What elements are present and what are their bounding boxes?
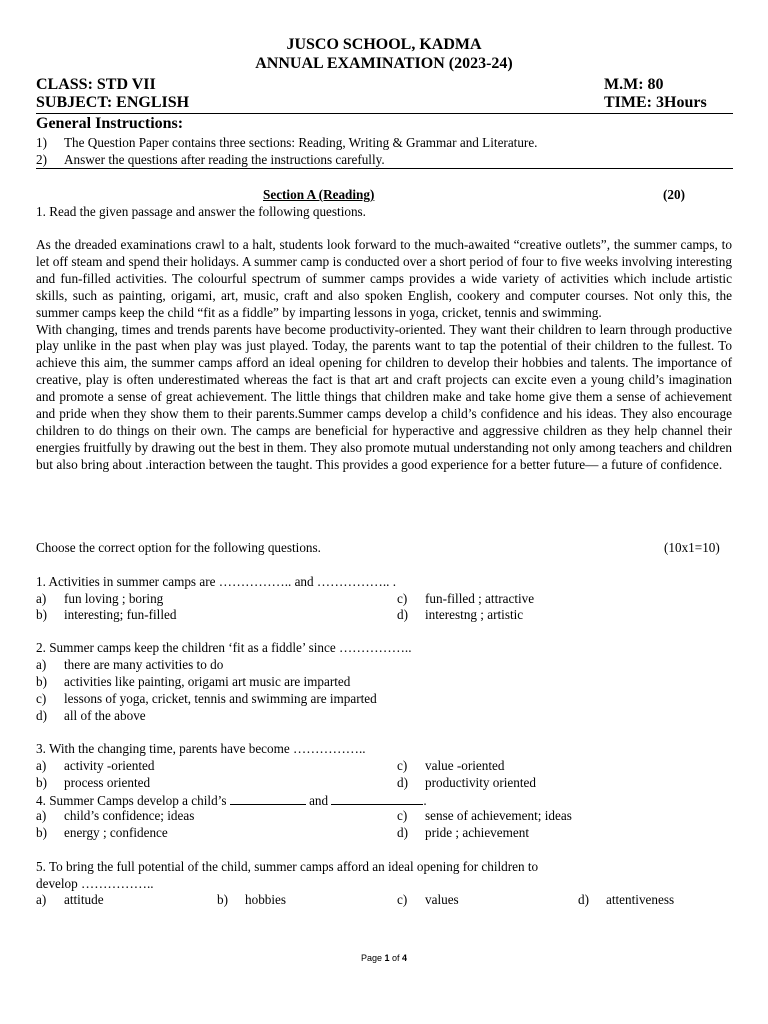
q1-option-a: fun loving ; boring xyxy=(64,591,164,606)
page-number xyxy=(0,953,768,963)
option-label: d) xyxy=(397,825,408,840)
time-label: TIME: 3Hours xyxy=(604,94,707,111)
reading-passage xyxy=(36,237,732,474)
option-label: a) xyxy=(36,657,47,672)
option-label: a) xyxy=(36,758,47,773)
q1-option-c: fun-filled ; attractive xyxy=(425,591,535,606)
subject-label: SUBJECT: ENGLISH xyxy=(36,94,190,111)
question-1: 1. Activities in summer camps are …………….. and …………….. . xyxy=(36,574,397,589)
option-label: c) xyxy=(397,892,408,907)
q2-option-b: activities like painting, origami art music are imparted xyxy=(64,674,351,689)
q2-option-a: there are many activities to do xyxy=(64,657,224,672)
instructions-rule xyxy=(36,168,733,169)
option-label: d) xyxy=(397,607,408,622)
q4-option-a: child’s confidence; ideas xyxy=(64,808,195,823)
q4-option-d: pride ; achievement xyxy=(425,825,529,840)
max-marks: M.M: 80 xyxy=(604,76,664,93)
question-4 xyxy=(36,792,427,809)
option-label: d) xyxy=(36,708,47,723)
q3-option-c: value -oriented xyxy=(425,758,505,773)
answer-blank xyxy=(230,792,306,805)
q3-option-d: productivity oriented xyxy=(425,775,536,790)
page-current: 1 xyxy=(384,953,390,963)
q5-option-b: hobbies xyxy=(245,892,287,907)
answer-blank xyxy=(331,792,423,805)
option-label: c) xyxy=(36,691,47,706)
option-label: a) xyxy=(36,808,47,823)
q3-option-a: activity -oriented xyxy=(64,758,155,773)
exam-title: ANNUAL EXAMINATION (2023-24) xyxy=(255,55,513,72)
option-label: b) xyxy=(36,775,47,790)
q4-option-c: sense of achievement; ideas xyxy=(425,808,572,823)
choose-marks: (10x1=10) xyxy=(664,540,720,555)
option-label: b) xyxy=(217,892,228,907)
q3-option-b: process oriented xyxy=(64,775,151,790)
instruction-number: 2) xyxy=(36,152,47,167)
page-prefix: Page xyxy=(360,953,385,963)
question-2: 2. Summer camps keep the children ‘fit as a fiddle’ since …………….. xyxy=(36,640,412,655)
question-4-and: and xyxy=(309,793,329,808)
option-label: b) xyxy=(36,607,47,622)
question-5-cont: develop …………….. xyxy=(36,876,154,891)
q5-option-c: values xyxy=(425,892,459,907)
passage-paragraph: With changing, times and trends parents have become productivity-oriented. They want their children to learn through productive play unlike in the past when play was just played. Today, the parents want to tap the potential of their children to the fullest. To achieve this aim, the summer camps afford an ideal opening for children to develop their hobbies and talents. The importance of creative, play is often underestimated whereas the fact is that art and craft projects can excite even a young child’s imagination and promote a sense of great achievement. The little things that children make and take home give them a sense of achievement and pride when they show them to their parents.Summer camps develop a child’s confidence and his ideas. They also encourage children to do things on their own. The camps are beneficial for hyperactive and aggressive children as they help channel their energies fruitfully by drawing out the best in them. They also promote mutual understanding not only among teachers and children but also bring about .interaction between the taught. This provides a good experience for a better future— a future of confidence. xyxy=(36,321,732,472)
option-label: c) xyxy=(397,591,408,606)
choose-instruction: Choose the correct option for the following questions. xyxy=(36,540,321,555)
page-total: 4 xyxy=(402,953,408,963)
class-label: CLASS: STD VII xyxy=(36,76,156,93)
q4-option-b: energy ; confidence xyxy=(64,825,168,840)
question-4-text: 4. Summer Camps develop a child’s xyxy=(36,793,227,808)
question-5: 5. To bring the full potential of the child, summer camps afford an ideal opening for children to xyxy=(36,859,539,874)
option-label: b) xyxy=(36,825,47,840)
q1-option-d: interestng ; artistic xyxy=(425,607,524,622)
page-of: of xyxy=(389,953,403,963)
q2-option-d: all of the above xyxy=(64,708,146,723)
instructions-title: General Instructions: xyxy=(36,115,184,132)
option-label: c) xyxy=(397,808,408,823)
school-name: JUSCO SCHOOL, KADMA xyxy=(286,36,482,53)
instruction-text: Answer the questions after reading the instructions carefully. xyxy=(64,152,385,167)
q5-option-d: attentiveness xyxy=(606,892,675,907)
option-label: d) xyxy=(397,775,408,790)
option-label: b) xyxy=(36,674,47,689)
instruction-number: 1) xyxy=(36,135,47,150)
question-4-period: . xyxy=(423,793,427,808)
option-label: c) xyxy=(397,758,408,773)
question-intro: 1. Read the given passage and answer the following questions. xyxy=(36,204,366,219)
section-marks: (20) xyxy=(663,187,685,202)
instruction-text: The Question Paper contains three sections: Reading, Writing & Grammar and Literature. xyxy=(64,135,538,150)
passage-paragraph: As the dreaded examinations crawl to a halt, students look forward to the much-awaited “creative outlets”, the summer camps, to let off steam and spend their holidays. A summer camp is conducted over a short period of four to five weeks involving interesting and fun-filled activities. The colourful spectrum of summer camps provides a wide variety of activities which include artistic skills, such as painting, origami, art, music, craft and also spoken English, cookery and computer courses. Not only this, the summer camps keep the child “fit as a fiddle” by imparting lessons in yoga, cricket, tennis and swimming. xyxy=(36,237,732,320)
option-label: d) xyxy=(578,892,589,907)
option-label: a) xyxy=(36,892,47,907)
question-3: 3. With the changing time, parents have become …………….. xyxy=(36,741,366,756)
q5-option-a: attitude xyxy=(64,892,104,907)
header-rule xyxy=(36,113,733,114)
q1-option-b: interesting; fun-filled xyxy=(64,607,177,622)
section-title: Section A (Reading) xyxy=(263,187,375,202)
option-label: a) xyxy=(36,591,47,606)
q2-option-c: lessons of yoga, cricket, tennis and swimming are imparted xyxy=(64,691,377,706)
